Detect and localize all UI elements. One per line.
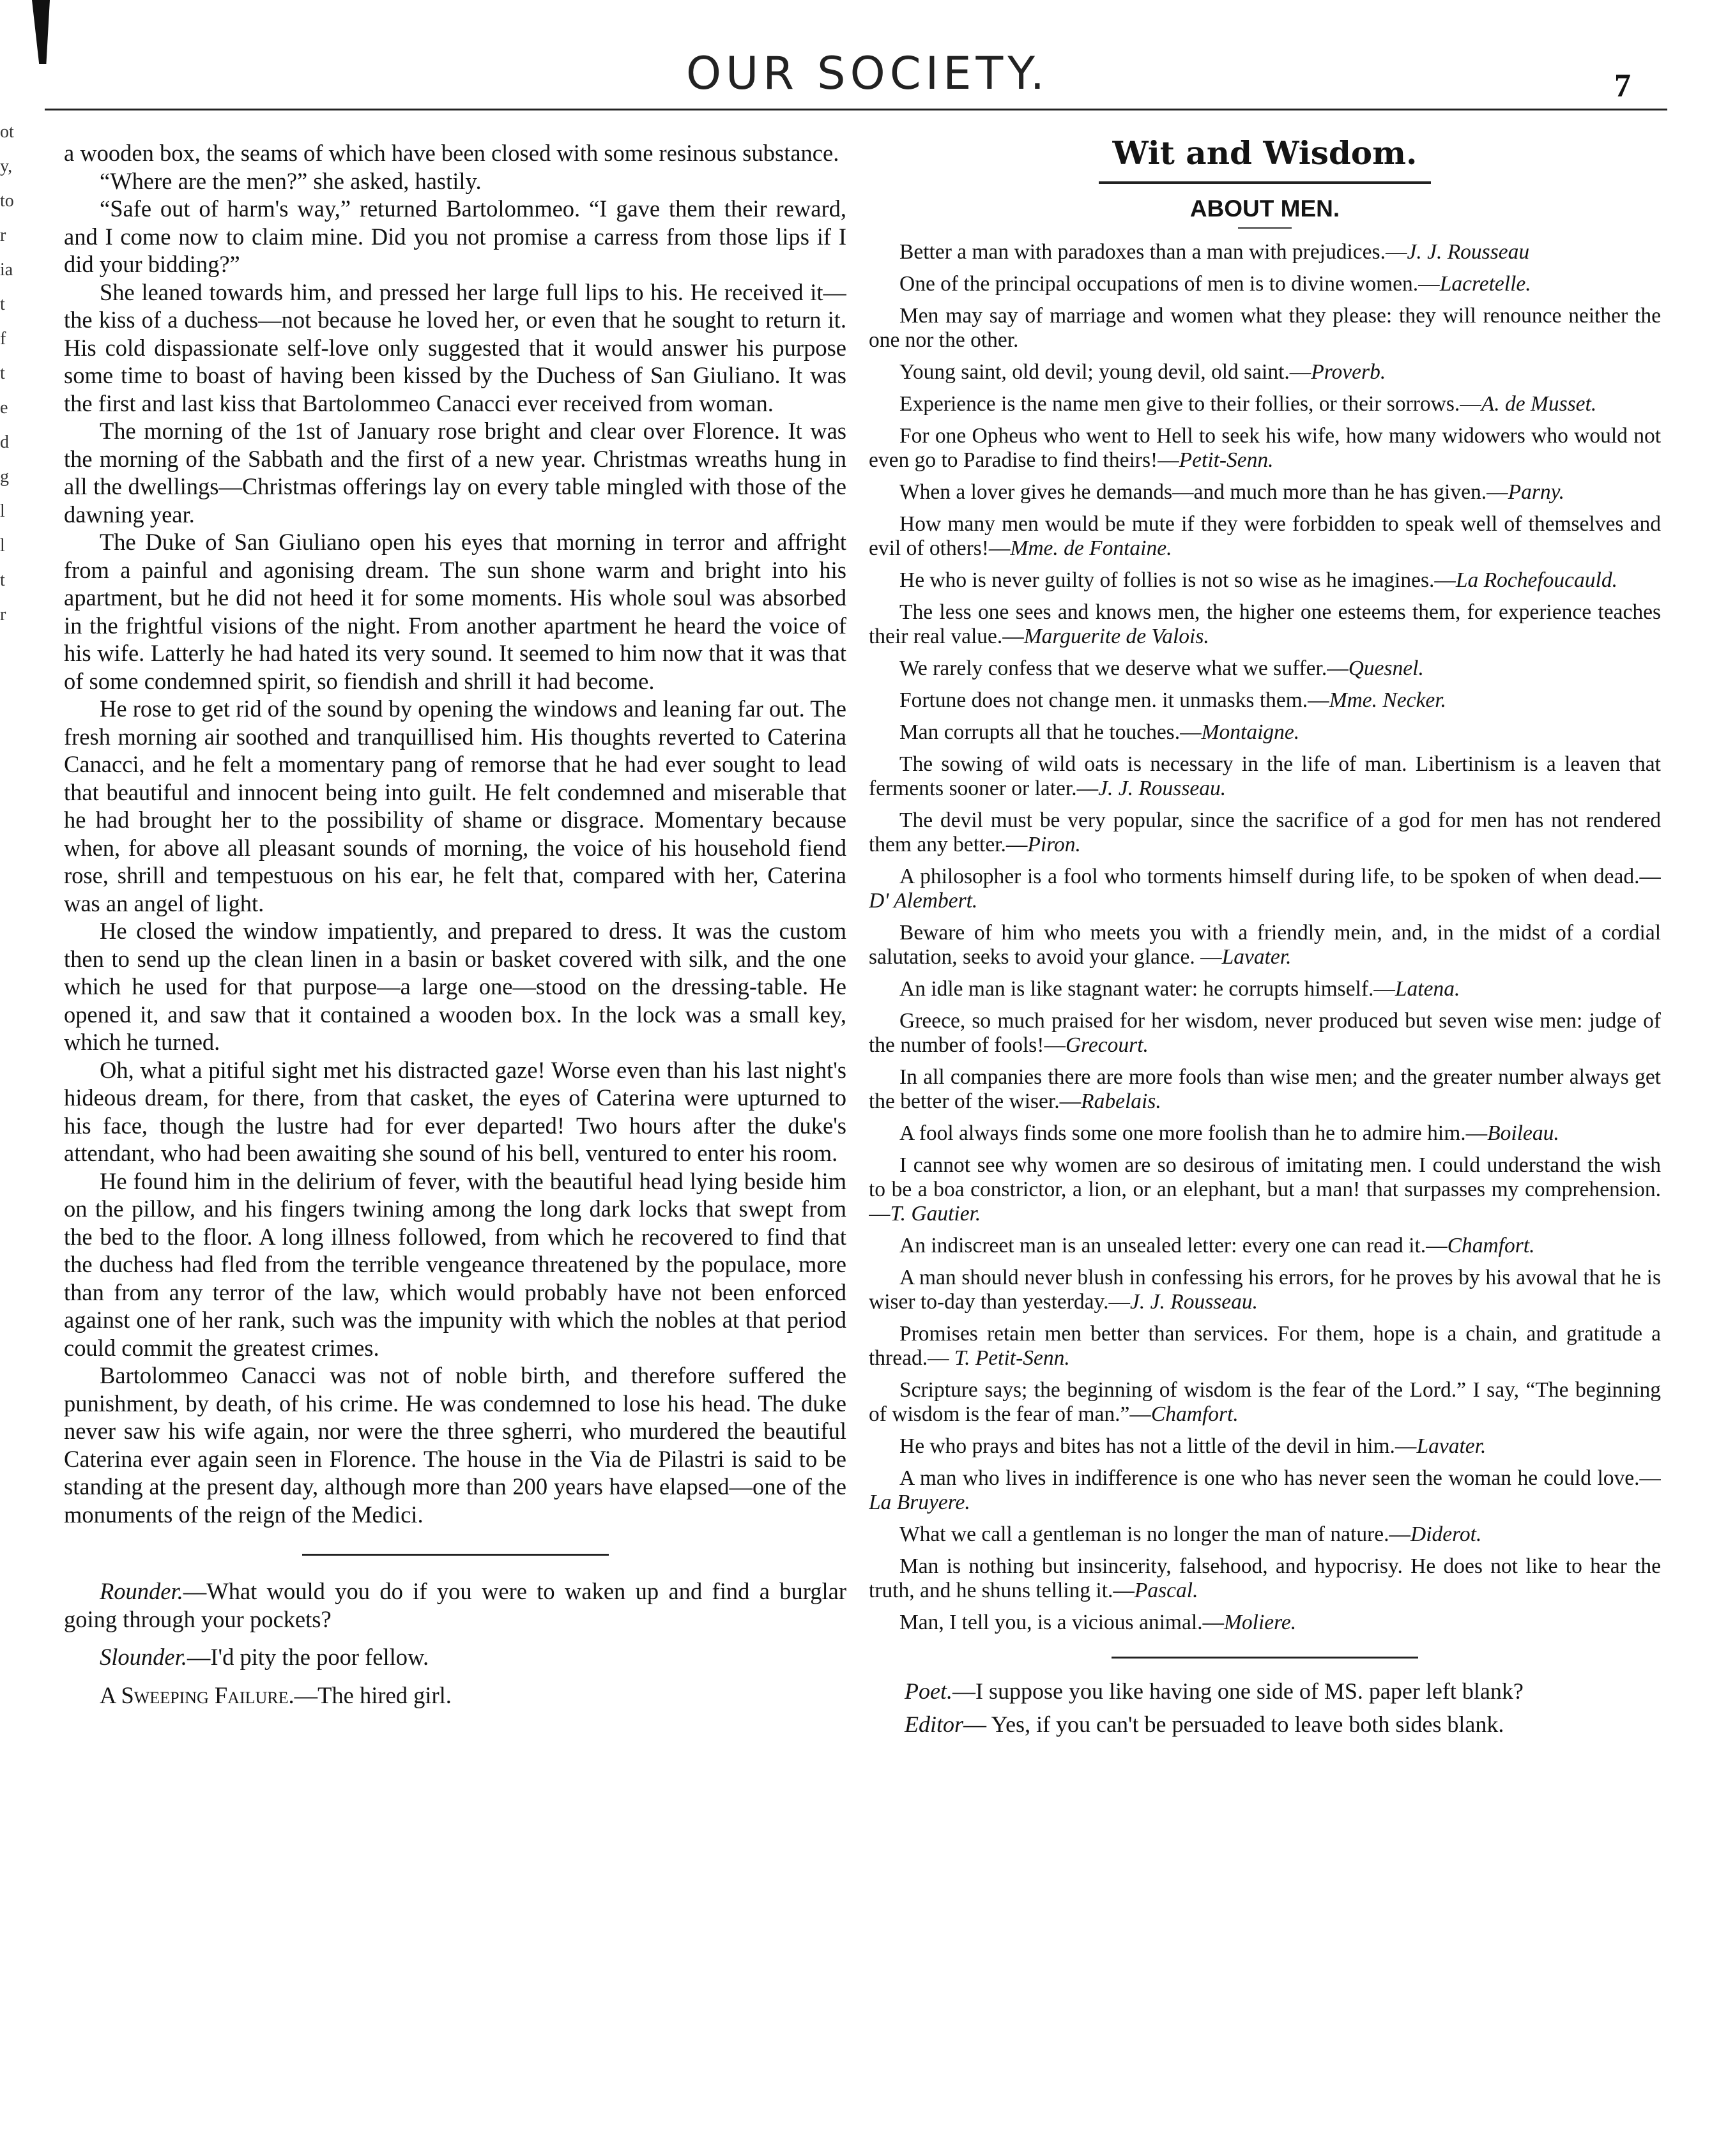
quote-text: The sowing of wild oats is necessary in the life of man. Libertinism is a leaven that ferments sooner or later.— <box>869 752 1661 800</box>
story-paragraph: She leaned towards him, and pressed her large full lips to his. He received it—the kiss of a duchess—not because he loved her, or even that he sought to return it. His cold dispassionate self-love only suggested that it would answer his purpose some time to boast of having been kissed by the Duchess of San Giuliano. It was the first and last kiss that Bartolommeo Canacci ever received from woman. <box>64 278 846 416</box>
story-paragraph: He closed the window impatiently, and prepared to dress. It was the custom then to send up the clean linen in a basin or basket covered with silk, and the one which he used for that purpose—a large one—stood on the dressing-table. He opened it, and saw that it contained a wooden box. In the lock was a small key, which he turned. <box>64 918 846 1055</box>
quote-item <box>869 1434 1661 1459</box>
quote-text: Man, I tell you, is a vicious animal.— <box>899 1611 1224 1634</box>
quote-text: Man corrupts all that he touches.— <box>899 720 1202 744</box>
quote-text: He who is never guilty of follies is not so wise as he imagines.— <box>899 568 1456 592</box>
quote-text: Scripture says; the beginning of wisdom is the fear of the Lord.” I say, “The beginning of wisdom is the fear of man.”— <box>869 1378 1661 1426</box>
quote-text: Beware of him who meets you with a friendly mein, and, in the midst of a cordial salutation, seeks to avoid your glance. — <box>869 921 1661 969</box>
margin-fragment: f <box>0 329 6 349</box>
quote-source: T. Petit-Senn. <box>954 1346 1070 1370</box>
quote-text: What we call a gentleman is no longer the man of nature.— <box>899 1522 1410 1546</box>
quote-item <box>869 1121 1661 1146</box>
quote-item <box>869 1266 1661 1314</box>
quote-text: How many men would be mute if they were forbidden to speak well of themselves and evil of others!— <box>869 512 1661 560</box>
section-separator <box>302 1554 609 1556</box>
story-paragraph: “Safe out of harm's way,” returned Bartolommeo. “I gave them their reward, and I come now to claim mine. Did you not promise a carress from those lips if I did your bidding?” <box>64 195 846 277</box>
quote-text: Experience is the name men give to their follies, or their sorrows.— <box>899 392 1481 416</box>
margin-fragment: y, <box>0 156 13 176</box>
quote-source: Moliere. <box>1224 1611 1297 1634</box>
quote-item <box>869 1466 1661 1515</box>
joke-entry <box>869 1711 1661 1738</box>
margin-fragment: e <box>0 398 8 418</box>
quote-text: One of the principal occupations of men is to divine women.— <box>899 272 1440 296</box>
quote-source: Piron. <box>1027 833 1081 856</box>
margin-fragment: g <box>0 467 9 487</box>
section-subhead: ABOUT MEN. <box>1189 195 1340 222</box>
masthead-rule <box>45 109 1667 110</box>
margin-fragment: ot <box>0 122 14 142</box>
joke-text: —I suppose you like having one side of MS. paper left blank? <box>952 1678 1524 1704</box>
story-paragraph: Bartolommeo Canacci was not of noble birth, and therefore suffered the punishment, by death, of his crime. He was condemned to lose his head. The duke never saw his wife again, nor were the three sgherri, who murdered the beautiful Caterina ever again seen in Florence. The house in the Via de Pilastri is said to be standing at the present day, although more than 200 years have elapsed—one of the monuments of the reign of the Medici. <box>64 1362 846 1528</box>
quote-source: Mme. Necker. <box>1329 688 1446 712</box>
quote-item <box>869 1234 1661 1258</box>
quote-item <box>869 977 1661 1001</box>
quote-text: A man should never blush in confessing his errors, for he proves by his avowal that he is wiser to-day than yesterday.— <box>869 1266 1661 1314</box>
jokes-left <box>64 1577 846 1709</box>
margin-fragment: r <box>0 225 6 245</box>
quote-text: An indiscreet man is an unsealed letter: every one can read it.— <box>899 1234 1448 1257</box>
quote-item <box>869 1378 1661 1427</box>
quote-text: Fortune does not change men. it unmasks them.— <box>899 688 1329 712</box>
quote-text: In all companies there are more fools than wise men; and the greater number always get the better of the wiser.— <box>869 1065 1661 1113</box>
quote-item <box>869 392 1661 416</box>
margin-fragment: to <box>0 191 14 211</box>
joke-entry <box>64 1643 846 1671</box>
joke-text: — Yes, if you can't be persuaded to leave both sides blank. <box>963 1712 1504 1737</box>
quote-source: Chamfort. <box>1150 1402 1239 1426</box>
quote-source: Marguerite de Valois. <box>1023 625 1209 648</box>
quote-source: D' Alembert. <box>869 889 978 913</box>
quote-text: Better a man with paradoxes than a man with prejudices.— <box>899 240 1407 264</box>
joke-entry <box>64 1682 846 1710</box>
page-number: 7 <box>1614 68 1631 104</box>
quote-text: A philosopher is a fool who torments himself during life, to be spoken of when dead.— <box>899 865 1661 888</box>
story-paragraph: “Where are the men?” she asked, hastily. <box>100 167 482 194</box>
quote-item <box>869 921 1661 969</box>
quote-source: Boileau. <box>1487 1121 1559 1145</box>
quote-source: Grecourt. <box>1065 1033 1149 1057</box>
quote-item <box>869 865 1661 913</box>
quote-text: The less one sees and knows men, the higher one esteems them, for experience teaches their real value.— <box>869 600 1661 648</box>
quote-item <box>869 240 1661 264</box>
margin-fragment: ia <box>0 260 13 280</box>
joke-entry <box>869 1678 1661 1704</box>
story-paragraph: He rose to get rid of the sound by opening the windows and leaning far out. The fresh morning air soothed and tranquillised him. His thoughts reverted to Caterina Canacci, and he felt a momentary pang of remorse that he had ever sought to lead that beautiful and innocent being into guilt. He felt condemned and miserable that he had brought her to the possibility of shame or disgrace. Momentary because when, for above all pleasant sounds of morning, the voice of his household fiend rose, shrill and tempestuous on his ear, he felt that, compared with her, Caterina was an angel of light. <box>64 695 846 916</box>
margin-fragment: t <box>0 294 5 314</box>
quote-source: La Rochefoucauld. <box>1455 568 1617 592</box>
quote-source: Lavater. <box>1221 945 1292 969</box>
jokes-right <box>869 1678 1661 1738</box>
quote-text: An idle man is like stagnant water: he corrupts himself.— <box>899 977 1395 1001</box>
joke-speaker: Poet. <box>905 1678 952 1704</box>
quote-source: Mme. de Fontaine. <box>1010 536 1172 560</box>
title-rule <box>1099 181 1431 184</box>
joke-text: —The hired girl. <box>294 1682 452 1708</box>
quote-text: He who prays and bites has not a little of the devil in him.— <box>899 1434 1417 1458</box>
quote-source: Rabelais. <box>1081 1089 1161 1113</box>
quote-item <box>869 424 1661 473</box>
quote-source: Petit-Senn. <box>1179 448 1274 472</box>
joke-speaker: Slounder. <box>100 1644 187 1670</box>
section-title: Wit and Wisdom. <box>1112 134 1418 172</box>
quote-item <box>869 1554 1661 1603</box>
quote-item <box>869 1009 1661 1058</box>
quote-text: The devil must be very popular, since the sacrifice of a god for men has not rendered them any better.— <box>869 808 1661 856</box>
quote-source: J. J. Rousseau. <box>1098 777 1227 800</box>
story-paragraph: The Duke of San Giuliano open his eyes that morning in terror and affright from a painful and agonising dream. The sun shone warm and bright into his apartment, but he did not heed it for some moments. His whole soul was absorbed in the frightful visions of the night. From another apartment he heard the voice of his wife. Latterly he had hated its very sound. It seemed to him now that it was that of some condemned spirit, so fiendish and shrill it had become. <box>64 529 846 694</box>
quote-item <box>869 1322 1661 1370</box>
margin-fragment: l <box>0 501 5 521</box>
quote-item <box>869 1153 1661 1226</box>
quote-item <box>869 360 1661 384</box>
quote-source: La Bruyere. <box>869 1491 970 1514</box>
quote-source: J. J. Rousseau <box>1407 240 1530 264</box>
quote-source: Lavater. <box>1416 1434 1487 1458</box>
quote-item <box>869 568 1661 593</box>
wit-and-wisdom-column <box>869 134 1661 2133</box>
quote-text: Promises retain men better than services. For them, hope is a chain, and gratitude a thread.— <box>869 1322 1661 1370</box>
joke-text: —What would you do if you were to waken up and find a burglar going through your pockets? <box>64 1578 846 1632</box>
story-paragraph: Oh, what a pitiful sight met his distracted gaze! Worse even than his last night's hideous dream, for there, from that casket, the eyes of Caterina were upturned to his face, though the lustre had for ever departed! Two hours after the duke's attendant, who had been awaiting she sound of his bell, ventured to enter his room. <box>64 1056 846 1166</box>
quote-item <box>869 1522 1661 1547</box>
margin-fragments <box>0 115 23 1073</box>
margin-fragment: d <box>0 432 9 452</box>
margin-fragment: l <box>0 536 5 556</box>
quote-text: A fool always finds some one more foolish than he to admire him.— <box>899 1121 1488 1145</box>
quote-text: I cannot see why women are so desirous of imitating men. I could understand the wish to be a boa constrictor, a lion, or an elephant, but a man! that surpasses my comprehension.— <box>869 1153 1661 1226</box>
quote-item <box>869 657 1661 681</box>
quote-source: Lacretelle. <box>1439 272 1531 296</box>
subhead-rule <box>1238 227 1292 229</box>
quote-source: Latena. <box>1395 977 1460 1001</box>
quote-text: Men may say of marriage and women what they please: they will renounce neither the one nor the other. <box>869 304 1661 352</box>
quote-text: Greece, so much praised for her wisdom, never produced but seven wise men: judge of the number of fools!— <box>869 1009 1661 1057</box>
quote-text: Young saint, old devil; young devil, old saint.— <box>899 360 1311 384</box>
quote-item <box>869 1611 1661 1635</box>
quote-source: Chamfort. <box>1447 1234 1535 1257</box>
quote-item <box>869 480 1661 505</box>
story-paragraph: a wooden box, the seams of which have been closed with some resinous substance. <box>64 140 839 166</box>
quote-source: A. de Musset. <box>1481 392 1597 416</box>
margin-fragment: t <box>0 363 5 383</box>
quote-item <box>869 1065 1661 1114</box>
quote-text: For one Opheus who went to Hell to seek his wife, how many widowers who would not even go to Paradise to find theirs!— <box>869 424 1661 472</box>
joke-speaker: Rounder. <box>100 1578 183 1604</box>
quote-source: Diderot. <box>1410 1522 1482 1546</box>
section-separator <box>1112 1657 1418 1659</box>
quote-source: Quesnel. <box>1348 657 1424 680</box>
quote-source: Parny. <box>1508 480 1565 504</box>
joke-text: —I'd pity the poor fellow. <box>187 1644 429 1670</box>
story-paragraph: The morning of the 1st of January rose bright and clear over Florence. It was the morning of the Sabbath and the first of a new year. Christmas wreaths hung in all the dwellings—Christmas offerings lay on every table mingled with those of the dawning year. <box>64 418 846 528</box>
quote-source: Pascal. <box>1134 1579 1198 1602</box>
quote-text: When a lover gives he demands—and much more than he has given.— <box>899 480 1508 504</box>
quote-item <box>869 752 1661 801</box>
quote-text: Man is nothing but insincerity, falsehood, and hypocrisy. He does not like to hear the truth, and he shuns telling it.— <box>869 1554 1661 1602</box>
quote-source: Proverb. <box>1311 360 1386 384</box>
quote-text: We rarely confess that we deserve what we suffer.— <box>899 657 1349 680</box>
joke-entry <box>64 1577 846 1633</box>
story-column <box>64 139 846 2132</box>
joke-speaker: Editor <box>905 1712 964 1737</box>
joke-heading: A Sweeping Failure. <box>100 1682 294 1708</box>
margin-fragment: r <box>0 605 6 625</box>
quote-item <box>869 272 1661 296</box>
quote-item <box>869 720 1661 745</box>
quote-item <box>869 512 1661 561</box>
quote-item <box>869 304 1661 353</box>
quote-source: J. J. Rousseau. <box>1130 1290 1258 1314</box>
margin-fragment: t <box>0 570 5 590</box>
quote-item <box>869 808 1661 857</box>
quote-item <box>869 600 1661 649</box>
quotes-list <box>869 240 1661 1635</box>
quote-text: A man who lives in indifference is one who has never seen the woman he could love.— <box>899 1466 1661 1490</box>
masthead-title: OUR SOCIETY. <box>685 47 1050 100</box>
quote-item <box>869 688 1661 713</box>
story-paragraph: He found him in the delirium of fever, with the beautiful head lying beside him on the pillow, and his fingers twining among the long dark locks that swept from the bed to the floor. A long illness followed, from which he recovered to find that the duchess had fled from the terrible vengeance threatened by the populace, more than from any terror of the law, which would probably have not been enforced against one of her rank, such was the impunity with which the nobles at that period could commit the greatest crimes. <box>64 1167 846 1361</box>
quote-source: Montaigne. <box>1201 720 1300 744</box>
quote-source: T. Gautier. <box>890 1202 981 1226</box>
